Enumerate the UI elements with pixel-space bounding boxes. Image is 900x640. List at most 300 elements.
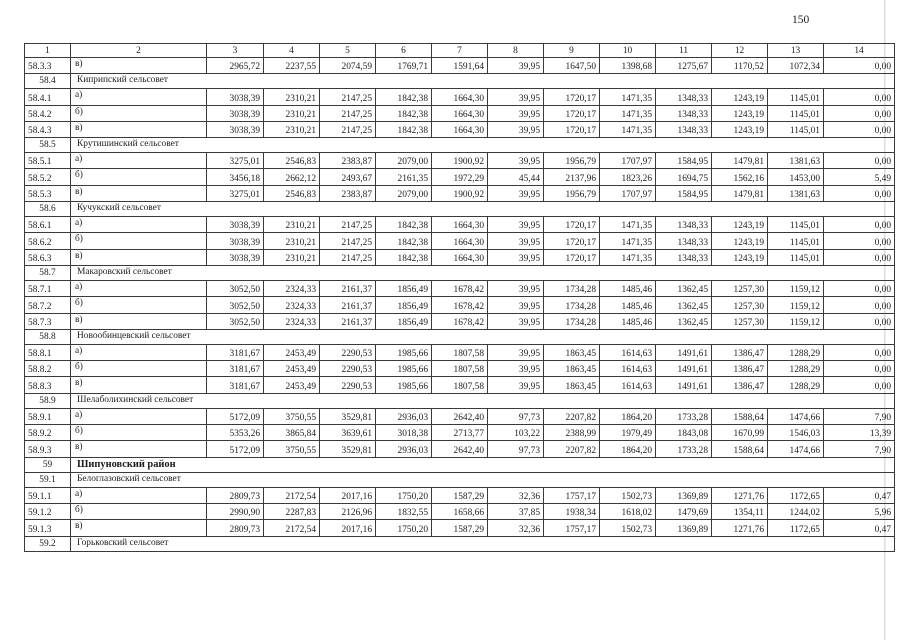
value-cell: 2237,55: [264, 58, 320, 74]
tariff-table: [24, 43, 895, 552]
row-number-cell: 58.4.3: [25, 121, 71, 137]
value-cell: 1587,29: [432, 487, 488, 503]
value-cell: 3529,81: [320, 408, 376, 424]
value-cell: 2713,77: [432, 425, 488, 441]
value-cell: 1664,30: [432, 249, 488, 265]
value-cell: 1842,38: [376, 105, 432, 121]
table-row: [25, 217, 895, 233]
value-cell: 2493,67: [320, 169, 376, 185]
value-cell: 0,00: [824, 280, 895, 296]
value-cell: 1243,19: [712, 233, 768, 249]
value-cell: 2147,25: [320, 217, 376, 233]
value-cell: 1485,46: [600, 297, 656, 313]
value-cell: 3052,50: [207, 297, 264, 313]
value-cell: 1807,58: [432, 377, 488, 393]
subitem-cell: б): [71, 233, 207, 249]
subitem-cell: б): [71, 297, 207, 313]
row-number-cell: 58.6.2: [25, 233, 71, 249]
section-title-cell: Шелаболихинский сельсовет: [71, 393, 895, 408]
row-number-cell: 58.9.1: [25, 408, 71, 424]
value-cell: 1243,19: [712, 249, 768, 265]
value-cell: 1757,17: [544, 520, 600, 536]
section-title-cell: Крутишинский сельсовет: [71, 138, 895, 153]
value-cell: 2936,03: [376, 441, 432, 457]
value-cell: 39,95: [488, 280, 544, 296]
value-cell: 1159,12: [768, 280, 824, 296]
value-cell: 1832,55: [376, 503, 432, 519]
value-cell: 1145,01: [768, 249, 824, 265]
value-cell: 1257,30: [712, 313, 768, 329]
value-cell: 1750,20: [376, 520, 432, 536]
row-number-cell: 58.8.1: [25, 344, 71, 360]
value-cell: 1362,45: [656, 280, 712, 296]
value-cell: 0,47: [824, 520, 895, 536]
subitem-cell: в): [71, 313, 207, 329]
value-cell: 1145,01: [768, 217, 824, 233]
value-cell: 1734,28: [544, 313, 600, 329]
value-cell: 7,90: [824, 441, 895, 457]
value-cell: 1843,08: [656, 425, 712, 441]
value-cell: 2147,25: [320, 89, 376, 105]
section-number-cell: 58.5: [25, 138, 71, 153]
row-number-cell: 58.3.3: [25, 58, 71, 74]
value-cell: 2662,12: [264, 169, 320, 185]
table-row: [25, 503, 895, 519]
table-row: [25, 58, 895, 74]
value-cell: 1734,28: [544, 297, 600, 313]
value-cell: 2161,35: [376, 169, 432, 185]
row-number-cell: 58.5.1: [25, 153, 71, 169]
column-number-cell: 6: [376, 44, 432, 58]
value-cell: 1381,63: [768, 153, 824, 169]
value-cell: 2161,37: [320, 313, 376, 329]
value-cell: 2990,90: [207, 503, 264, 519]
subitem-cell: а): [71, 153, 207, 169]
value-cell: 7,90: [824, 408, 895, 424]
value-cell: 97,73: [488, 408, 544, 424]
value-cell: 1864,20: [600, 408, 656, 424]
value-cell: 0,00: [824, 105, 895, 121]
value-cell: 1491,61: [656, 344, 712, 360]
value-cell: 1720,17: [544, 217, 600, 233]
value-cell: 1369,89: [656, 520, 712, 536]
value-cell: 2453,49: [264, 377, 320, 393]
value-cell: 0,00: [824, 233, 895, 249]
subitem-cell: в): [71, 377, 207, 393]
table-row: [25, 121, 895, 137]
value-cell: 1471,35: [600, 217, 656, 233]
value-cell: 1733,28: [656, 408, 712, 424]
district-row: [25, 457, 895, 472]
value-cell: 1720,17: [544, 105, 600, 121]
value-cell: 3052,50: [207, 280, 264, 296]
column-number-cell: 11: [656, 44, 712, 58]
value-cell: 3018,38: [376, 425, 432, 441]
value-cell: 2642,40: [432, 441, 488, 457]
column-number-cell: 1: [25, 44, 71, 58]
subitem-cell: в): [71, 520, 207, 536]
value-cell: 1587,29: [432, 520, 488, 536]
value-cell: 3865,84: [264, 425, 320, 441]
section-row: [25, 472, 895, 487]
row-number-cell: 58.6.3: [25, 249, 71, 265]
value-cell: 2147,25: [320, 233, 376, 249]
row-number-cell: 58.9.3: [25, 441, 71, 457]
section-number-cell: 58.4: [25, 74, 71, 89]
value-cell: 1369,89: [656, 487, 712, 503]
row-number-cell: 58.7.1: [25, 280, 71, 296]
table-row: [25, 233, 895, 249]
value-cell: 1842,38: [376, 233, 432, 249]
table-row: [25, 185, 895, 201]
value-cell: 1757,17: [544, 487, 600, 503]
column-number-cell: 13: [768, 44, 824, 58]
value-cell: 1664,30: [432, 89, 488, 105]
value-cell: 2324,33: [264, 280, 320, 296]
value-cell: 1670,99: [712, 425, 768, 441]
header-row: [25, 44, 895, 58]
value-cell: 0,00: [824, 313, 895, 329]
subitem-cell: а): [71, 217, 207, 233]
value-cell: 1979,49: [600, 425, 656, 441]
value-cell: 39,95: [488, 89, 544, 105]
value-cell: 2546,83: [264, 153, 320, 169]
value-cell: 1956,79: [544, 153, 600, 169]
row-number-cell: 58.4.1: [25, 89, 71, 105]
value-cell: 1271,76: [712, 487, 768, 503]
table-row: [25, 441, 895, 457]
value-cell: 1562,16: [712, 169, 768, 185]
value-cell: 1072,34: [768, 58, 824, 74]
value-cell: 3052,50: [207, 313, 264, 329]
row-number-cell: 59.1.2: [25, 503, 71, 519]
value-cell: 13,39: [824, 425, 895, 441]
value-cell: 1842,38: [376, 217, 432, 233]
value-cell: 1381,63: [768, 185, 824, 201]
value-cell: 1584,95: [656, 153, 712, 169]
value-cell: 1720,17: [544, 89, 600, 105]
subitem-cell: в): [71, 441, 207, 457]
table-row: [25, 249, 895, 265]
value-cell: 1244,02: [768, 503, 824, 519]
value-cell: 1856,49: [376, 313, 432, 329]
value-cell: 2324,33: [264, 297, 320, 313]
value-cell: 2207,82: [544, 408, 600, 424]
value-cell: 1658,66: [432, 503, 488, 519]
value-cell: 2310,21: [264, 89, 320, 105]
value-cell: 1348,33: [656, 249, 712, 265]
value-cell: 2310,21: [264, 105, 320, 121]
value-cell: 5172,09: [207, 441, 264, 457]
row-number-cell: 58.7.3: [25, 313, 71, 329]
section-title-cell: Киприпский сельсовет: [71, 74, 895, 89]
value-cell: 1471,35: [600, 89, 656, 105]
value-cell: 1386,47: [712, 344, 768, 360]
row-number-cell: 58.8.2: [25, 361, 71, 377]
value-cell: 1734,28: [544, 280, 600, 296]
value-cell: 39,95: [488, 297, 544, 313]
value-cell: 1257,30: [712, 280, 768, 296]
value-cell: 1588,64: [712, 408, 768, 424]
value-cell: 1720,17: [544, 233, 600, 249]
value-cell: 3750,55: [264, 441, 320, 457]
value-cell: 1678,42: [432, 280, 488, 296]
value-cell: 0,00: [824, 58, 895, 74]
subitem-cell: б): [71, 425, 207, 441]
value-cell: 2310,21: [264, 233, 320, 249]
subitem-cell: а): [71, 487, 207, 503]
column-number-cell: 2: [71, 44, 207, 58]
value-cell: 1172,65: [768, 520, 824, 536]
value-cell: 3275,01: [207, 185, 264, 201]
value-cell: 1398,68: [600, 58, 656, 74]
value-cell: 2126,96: [320, 503, 376, 519]
value-cell: 1664,30: [432, 121, 488, 137]
column-number-cell: 3: [207, 44, 264, 58]
row-number-cell: 58.6.1: [25, 217, 71, 233]
value-cell: 1145,01: [768, 233, 824, 249]
column-number-cell: 14: [824, 44, 895, 58]
value-cell: 2172,54: [264, 487, 320, 503]
value-cell: 1474,66: [768, 441, 824, 457]
value-cell: 103,22: [488, 425, 544, 441]
value-cell: 2809,73: [207, 487, 264, 503]
row-number-cell: 59.1.1: [25, 487, 71, 503]
value-cell: 39,95: [488, 121, 544, 137]
value-cell: 0,00: [824, 344, 895, 360]
value-cell: 2172,54: [264, 520, 320, 536]
value-cell: 1348,33: [656, 217, 712, 233]
table-row: [25, 89, 895, 105]
subitem-cell: а): [71, 280, 207, 296]
value-cell: 39,95: [488, 153, 544, 169]
value-cell: 39,95: [488, 313, 544, 329]
value-cell: 3750,55: [264, 408, 320, 424]
section-title-cell: Кучукский сельсовет: [71, 202, 895, 217]
value-cell: 2074,59: [320, 58, 376, 74]
value-cell: 2161,37: [320, 280, 376, 296]
value-cell: 1769,71: [376, 58, 432, 74]
value-cell: 0,00: [824, 249, 895, 265]
value-cell: 3038,39: [207, 121, 264, 137]
table-row: [25, 361, 895, 377]
value-cell: 3181,67: [207, 361, 264, 377]
value-cell: 1678,42: [432, 313, 488, 329]
value-cell: 2290,53: [320, 361, 376, 377]
value-cell: 1288,29: [768, 344, 824, 360]
section-row: [25, 536, 895, 551]
value-cell: 1502,73: [600, 520, 656, 536]
section-title-cell: Белоглазовский сельсовет: [71, 472, 895, 487]
value-cell: 39,95: [488, 249, 544, 265]
value-cell: 1750,20: [376, 487, 432, 503]
value-cell: 1591,64: [432, 58, 488, 74]
value-cell: 1938,34: [544, 503, 600, 519]
table-row: [25, 169, 895, 185]
value-cell: 39,95: [488, 185, 544, 201]
subitem-cell: б): [71, 503, 207, 519]
subitem-cell: в): [71, 58, 207, 74]
value-cell: 39,95: [488, 344, 544, 360]
value-cell: 0,00: [824, 217, 895, 233]
section-number-cell: 58.7: [25, 265, 71, 280]
value-cell: 1546,03: [768, 425, 824, 441]
value-cell: 1159,12: [768, 297, 824, 313]
row-number-cell: 58.8.3: [25, 377, 71, 393]
value-cell: 2642,40: [432, 408, 488, 424]
value-cell: 3456,18: [207, 169, 264, 185]
value-cell: 1145,01: [768, 105, 824, 121]
value-cell: 2936,03: [376, 408, 432, 424]
value-cell: 5,49: [824, 169, 895, 185]
table-row: [25, 313, 895, 329]
value-cell: 1288,29: [768, 377, 824, 393]
value-cell: 1900,92: [432, 185, 488, 201]
value-cell: 1842,38: [376, 249, 432, 265]
row-number-cell: 58.7.2: [25, 297, 71, 313]
value-cell: 2290,53: [320, 344, 376, 360]
section-title-cell: Новообинцевский сельсовет: [71, 329, 895, 344]
value-cell: 1842,38: [376, 89, 432, 105]
value-cell: 0,00: [824, 377, 895, 393]
value-cell: 1145,01: [768, 89, 824, 105]
value-cell: 2324,33: [264, 313, 320, 329]
value-cell: 39,95: [488, 377, 544, 393]
value-cell: 1348,33: [656, 233, 712, 249]
value-cell: 3181,67: [207, 377, 264, 393]
value-cell: 1453,00: [768, 169, 824, 185]
value-cell: 1985,66: [376, 361, 432, 377]
district-number-cell: 59: [25, 457, 71, 472]
value-cell: 1823,26: [600, 169, 656, 185]
value-cell: 1664,30: [432, 105, 488, 121]
value-cell: 0,00: [824, 297, 895, 313]
value-cell: 2017,16: [320, 487, 376, 503]
value-cell: 3181,67: [207, 344, 264, 360]
value-cell: 2147,25: [320, 105, 376, 121]
value-cell: 32,36: [488, 487, 544, 503]
value-cell: 1733,28: [656, 441, 712, 457]
table-row: [25, 153, 895, 169]
value-cell: 2287,83: [264, 503, 320, 519]
value-cell: 0,00: [824, 185, 895, 201]
value-cell: 2809,73: [207, 520, 264, 536]
subitem-cell: а): [71, 408, 207, 424]
value-cell: 1694,75: [656, 169, 712, 185]
value-cell: 2310,21: [264, 249, 320, 265]
value-cell: 1664,30: [432, 217, 488, 233]
value-cell: 1956,79: [544, 185, 600, 201]
value-cell: 1588,64: [712, 441, 768, 457]
page-number: 150: [792, 14, 810, 26]
value-cell: 32,36: [488, 520, 544, 536]
section-row: [25, 138, 895, 153]
value-cell: 2310,21: [264, 121, 320, 137]
value-cell: 1664,30: [432, 233, 488, 249]
value-cell: 1972,29: [432, 169, 488, 185]
value-cell: 97,73: [488, 441, 544, 457]
value-cell: 2310,21: [264, 217, 320, 233]
table-row: [25, 377, 895, 393]
district-title-cell: Шипуновский район: [71, 457, 895, 472]
subitem-cell: б): [71, 105, 207, 121]
value-cell: 1479,69: [656, 503, 712, 519]
value-cell: 0,00: [824, 361, 895, 377]
value-cell: 37,85: [488, 503, 544, 519]
value-cell: 1485,46: [600, 280, 656, 296]
value-cell: 1856,49: [376, 297, 432, 313]
value-cell: 2965,72: [207, 58, 264, 74]
value-cell: 1288,29: [768, 361, 824, 377]
value-cell: 2290,53: [320, 377, 376, 393]
column-number-cell: 5: [320, 44, 376, 58]
value-cell: 2388,99: [544, 425, 600, 441]
section-number-cell: 59.2: [25, 536, 71, 551]
value-cell: 1471,35: [600, 105, 656, 121]
value-cell: 1491,61: [656, 377, 712, 393]
value-cell: 1864,20: [600, 441, 656, 457]
value-cell: 3038,39: [207, 233, 264, 249]
value-cell: 2161,37: [320, 297, 376, 313]
subitem-cell: а): [71, 344, 207, 360]
value-cell: 1584,95: [656, 185, 712, 201]
value-cell: 1900,92: [432, 153, 488, 169]
value-cell: 1479,81: [712, 153, 768, 169]
value-cell: 1172,65: [768, 487, 824, 503]
value-cell: 2453,49: [264, 344, 320, 360]
value-cell: 2017,16: [320, 520, 376, 536]
table-row: [25, 487, 895, 503]
value-cell: 1842,38: [376, 121, 432, 137]
subitem-cell: в): [71, 185, 207, 201]
value-cell: 1354,11: [712, 503, 768, 519]
section-title-cell: Горьковский сельсовет: [71, 536, 895, 551]
value-cell: 1479,81: [712, 185, 768, 201]
value-cell: 1720,17: [544, 249, 600, 265]
row-number-cell: 58.9.2: [25, 425, 71, 441]
value-cell: 1618,02: [600, 503, 656, 519]
value-cell: 1856,49: [376, 280, 432, 296]
value-cell: 0,00: [824, 121, 895, 137]
value-cell: 1243,19: [712, 89, 768, 105]
value-cell: 1386,47: [712, 361, 768, 377]
column-number-cell: 10: [600, 44, 656, 58]
value-cell: 1471,35: [600, 121, 656, 137]
value-cell: 3038,39: [207, 105, 264, 121]
value-cell: 2383,87: [320, 185, 376, 201]
subitem-cell: б): [71, 169, 207, 185]
row-number-cell: 58.4.2: [25, 105, 71, 121]
value-cell: 1275,67: [656, 58, 712, 74]
value-cell: 1159,12: [768, 313, 824, 329]
value-cell: 1386,47: [712, 377, 768, 393]
value-cell: 2137,96: [544, 169, 600, 185]
value-cell: 5,96: [824, 503, 895, 519]
row-number-cell: 58.5.2: [25, 169, 71, 185]
column-number-cell: 9: [544, 44, 600, 58]
value-cell: 1502,73: [600, 487, 656, 503]
value-cell: 1807,58: [432, 344, 488, 360]
table-body: [25, 44, 895, 552]
column-number-cell: 4: [264, 44, 320, 58]
value-cell: 2207,82: [544, 441, 600, 457]
value-cell: 1170,52: [712, 58, 768, 74]
section-number-cell: 59.1: [25, 472, 71, 487]
section-row: [25, 265, 895, 280]
value-cell: 1985,66: [376, 377, 432, 393]
row-number-cell: 58.5.3: [25, 185, 71, 201]
value-cell: 0,47: [824, 487, 895, 503]
